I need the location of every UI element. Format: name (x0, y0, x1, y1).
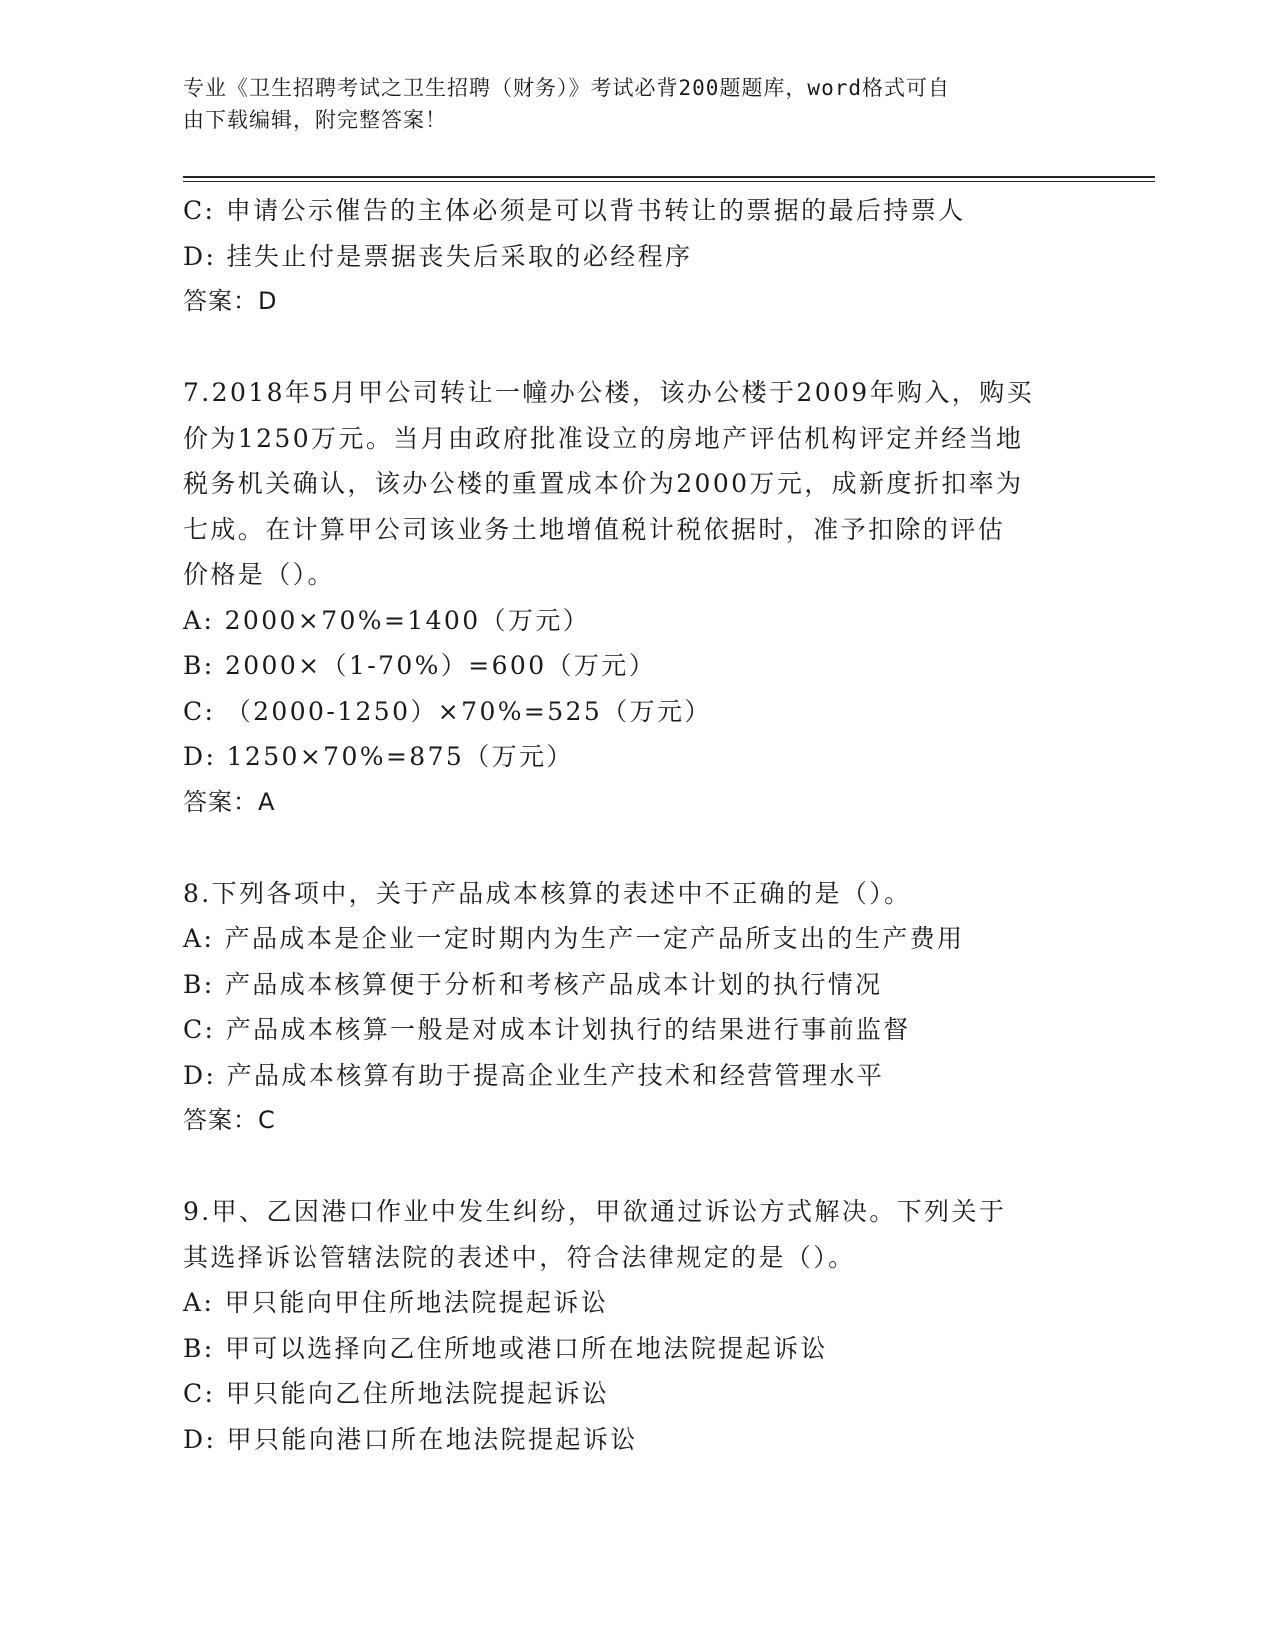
answer: 答案：A (183, 787, 276, 816)
answer: 答案：C (183, 1106, 276, 1134)
question-stem-line: 税务机关确认，该办公楼的重置成本价为2000万元，成新度折扣率为 (183, 469, 1024, 498)
option-d: D: 1250×70%=875（万元） (183, 742, 574, 771)
question-stem-line: 价格是（）。 (183, 560, 335, 589)
question-8 (183, 871, 1083, 1144)
question-stem-line: 9.甲、乙因港口作业中发生纠纷，甲欲通过诉讼方式解决。下列关于 (183, 1197, 1007, 1226)
spacer (183, 325, 1083, 371)
question-stem-line: 价为1250万元。当月由政府批准设立的房地产评估机构评定并经当地 (183, 423, 1024, 453)
option-d: D: 产品成本核算有助于提高企业生产技术和经营管理水平 (183, 1060, 885, 1090)
option-c: C: （2000-1250）×70%=525（万元） (183, 696, 712, 726)
option-d: D: 挂失止付是票据丧失后采取的必经程序 (183, 241, 693, 271)
option-d: D: 甲只能向港口所在地法院提起诉讼 (183, 1424, 638, 1454)
option-c: C: 甲只能向乙住所地法院提起诉讼 (183, 1379, 610, 1408)
header-divider-thin (183, 181, 1155, 182)
spacer (183, 825, 1083, 871)
document-body (183, 188, 1083, 1462)
question-6 (183, 188, 1083, 325)
document-header (183, 72, 1063, 136)
option-b: B: 产品成本核算便于分析和考核产品成本计划的执行情况 (183, 969, 883, 999)
option-c: C: 申请公示催告的主体必须是可以背书转让的票据的最后持票人 (183, 196, 966, 225)
option-b: B: 甲可以选择向乙住所地或港口所在地法院提起诉讼 (183, 1333, 828, 1363)
question-stem: 8.下列各项中，关于产品成本核算的表述中不正确的是（）。 (183, 878, 912, 908)
question-7 (183, 370, 1083, 825)
header-line-1: 专业《卫生招聘考试之卫生招聘（财务）》考试必背200题题库，word格式可自 (183, 76, 950, 100)
question-stem-line: 其选择诉讼管辖法院的表述中，符合法律规定的是（）。 (183, 1242, 856, 1272)
header-divider-thick (183, 176, 1155, 178)
option-a: A: 产品成本是企业一定时期内为生产一定产品所支出的生产费用 (183, 924, 965, 953)
question-stem-line: 7.2018年5月甲公司转让一幢办公楼，该办公楼于2009年购入，购买 (183, 378, 1035, 407)
option-a: A: 甲只能向甲住所地法院提起诉讼 (183, 1288, 609, 1317)
question-9 (183, 1189, 1083, 1462)
question-stem-line: 七成。在计算甲公司该业务土地增值税计税依据时，准予扣除的评估 (183, 514, 1006, 544)
header-line-2: 由下载编辑，附完整答案！ (183, 108, 447, 132)
option-c: C: 产品成本核算一般是对成本计划执行的结果进行事前监督 (183, 1015, 911, 1044)
option-a: A: 2000×70%=1400（万元） (183, 605, 591, 635)
answer: 答案：D (183, 287, 278, 315)
spacer (183, 1144, 1083, 1190)
option-b: B: 2000×（1-70%）=600（万元） (183, 651, 657, 680)
